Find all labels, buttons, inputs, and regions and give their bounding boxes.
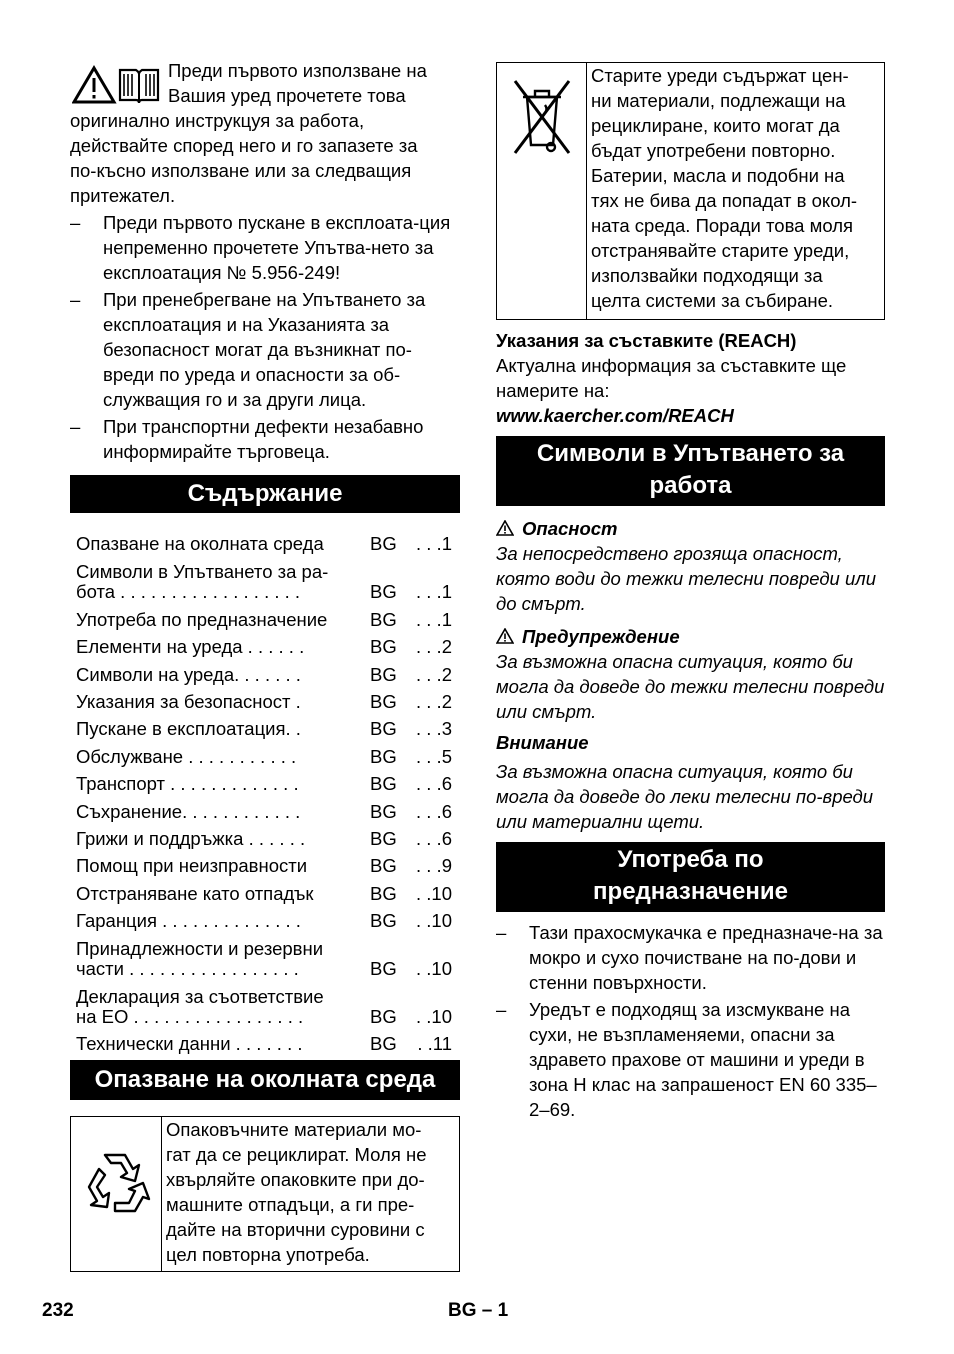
intro-bullet: – Преди първото пускане в експлоата-ция непременно прочетете Упътва-нето за експлоатация № 5.956-249! bbox=[70, 210, 460, 285]
symbols-heading-line: Символи в Упътването за bbox=[536, 440, 845, 467]
toc-row[interactable] bbox=[70, 554, 460, 602]
toc-table bbox=[70, 527, 460, 1054]
toc-entry-page: . .10 bbox=[416, 882, 452, 904]
toc-row[interactable] bbox=[70, 794, 460, 821]
toc-entry-title bbox=[70, 685, 364, 712]
weee-line: Старите уреди съдържат цен- bbox=[591, 65, 849, 86]
intended-use-heading-line: Употреба по bbox=[617, 846, 764, 873]
toc-row[interactable] bbox=[70, 849, 460, 876]
toc-entry-title bbox=[70, 1027, 364, 1054]
weee-line: рециклиране, които могат да bbox=[591, 115, 840, 136]
intended-use-heading bbox=[496, 842, 885, 912]
toc-entry-title-line: Транспорт . . . . . . . . . . . . . bbox=[76, 773, 299, 795]
toc-entry-page: . . .2 bbox=[416, 690, 452, 712]
toc-entry-lang: BG bbox=[370, 827, 397, 849]
warning-label-text: Предупреждение bbox=[522, 626, 680, 647]
packaging-line: машните отпадъци, а ги пре- bbox=[166, 1194, 415, 1216]
weee-line: ни материали, подлежащи на bbox=[591, 90, 846, 111]
toc-entry-lang: BG bbox=[370, 533, 397, 555]
toc-entry-title-line: Указания за безопасност . bbox=[76, 690, 301, 712]
environment-heading: Опазване на околната среда bbox=[70, 1060, 460, 1100]
intro-icons bbox=[72, 64, 162, 104]
toc-entry-title bbox=[70, 527, 364, 554]
intro-line: Вашия уред прочетете това bbox=[168, 85, 406, 106]
weee-line: отстранявайте старите уреди, bbox=[591, 240, 850, 261]
weee-box bbox=[496, 62, 885, 320]
weee-line: бъдат употребени повторно. bbox=[591, 140, 836, 161]
toc-entry-lang: BG bbox=[370, 636, 397, 658]
toc-row[interactable] bbox=[70, 527, 460, 554]
weee-line: целта системи за събиране. bbox=[591, 290, 834, 311]
intro-line: притежател. bbox=[70, 185, 176, 206]
toc-row[interactable] bbox=[70, 685, 460, 712]
packaging-text bbox=[162, 1117, 433, 1271]
intro-block bbox=[70, 58, 460, 208]
toc-entry-title-line: Пускане в експлоатация. . bbox=[76, 718, 301, 740]
toc-heading: Съдържание bbox=[70, 475, 460, 513]
toc-row[interactable] bbox=[70, 931, 460, 979]
toc-entry-lang: BG bbox=[370, 958, 397, 980]
intro-bullet: – При пренебрегване на Упътването за експлоатация и на Указанията за безопасност могат да възникнат по-вреди по уреда и опасности за об-служващия го и за други лица. bbox=[70, 287, 460, 412]
toc-entry-lang: BG bbox=[370, 718, 397, 740]
toc-row[interactable] bbox=[70, 602, 460, 629]
caution-label: Внимание bbox=[496, 732, 589, 753]
intro-first-line: Преди първото използване на bbox=[168, 60, 427, 81]
toc-row[interactable] bbox=[70, 657, 460, 684]
packaging-icon-cell bbox=[71, 1117, 162, 1271]
toc-entry-page: . . .6 bbox=[416, 773, 452, 795]
toc-entry-title bbox=[70, 554, 364, 602]
warning-label bbox=[496, 624, 885, 649]
toc-entry-page: . .10 bbox=[416, 910, 452, 932]
packaging-line: хвърляйте опаковките при до- bbox=[166, 1169, 425, 1191]
intro-line: по-късно използване или за следващия bbox=[70, 160, 412, 181]
toc-entry-title bbox=[70, 794, 364, 821]
toc-entry-title-line: Отстраняване като отпадък bbox=[76, 882, 314, 904]
intro-line: действайте според него и го запазете за bbox=[70, 135, 418, 156]
toc-entry-title-line: бота . . . . . . . . . . . . . . . . . . bbox=[76, 581, 301, 603]
danger-label bbox=[496, 516, 885, 541]
toc-entry-title-line: Символи на уреда. . . . . . . bbox=[76, 663, 301, 685]
weee-line: използвайки подходящи за bbox=[591, 265, 823, 286]
toc-entry-lang: BG bbox=[370, 581, 397, 603]
weee-line: Батерии, масла и подобни на bbox=[591, 165, 845, 186]
toc-entry-title bbox=[70, 849, 364, 876]
toc-entry-lang: BG bbox=[370, 910, 397, 932]
manual-book-icon bbox=[118, 64, 160, 104]
recycling-icon bbox=[77, 1145, 155, 1223]
toc-entry-page: . . .2 bbox=[416, 663, 452, 685]
intro-line: оригинално инструкцуя за работа, bbox=[70, 110, 365, 131]
weee-line: ната среда. Поради това моля bbox=[591, 215, 854, 236]
toc-entry-lang: BG bbox=[370, 773, 397, 795]
packaging-line: гат да се рециклират. Моля не bbox=[166, 1144, 427, 1166]
toc-entry-page: . . .1 bbox=[416, 608, 452, 630]
weee-icon-cell bbox=[497, 63, 587, 319]
toc-entry-lang: BG bbox=[370, 663, 397, 685]
toc-entry-title-line: Елементи на уреда . . . . . . bbox=[76, 636, 305, 658]
caution-text: За възможна опасна ситуация, която би могла да доведе до леки телесни по-вреди или материални щети. bbox=[496, 761, 874, 832]
toc-row[interactable] bbox=[70, 630, 460, 657]
page-number: 232 bbox=[42, 1300, 74, 1321]
toc-entry-title-line: Гаранция . . . . . . . . . . . . . . bbox=[76, 910, 301, 932]
toc-entry-page: . . .3 bbox=[416, 718, 452, 740]
toc-entry-title-line: Помощ при неизправности bbox=[76, 855, 308, 877]
warning-icon bbox=[496, 520, 514, 536]
warning-icon bbox=[496, 628, 514, 644]
toc-entry-title bbox=[70, 931, 364, 979]
toc-row[interactable] bbox=[70, 822, 460, 849]
reach-label: Указания за съставките (REACH) bbox=[496, 330, 797, 351]
toc-entry-title-line: Употреба по предназначение bbox=[76, 608, 328, 630]
packaging-line: дайте на вторични суровини с bbox=[166, 1219, 425, 1241]
toc-entry-page: . . .9 bbox=[416, 855, 452, 877]
toc-entry-title-line: Декларация за съответствие bbox=[76, 986, 324, 1008]
warning-text: За възможна опасна ситуация, която би могла да доведе до тежки телесни повреди или смърт. bbox=[496, 651, 885, 722]
toc-row[interactable] bbox=[70, 712, 460, 739]
toc-entry-title-line: Опазване на околната среда bbox=[76, 533, 324, 555]
toc-entry-title-line: Обслужване . . . . . . . . . . . bbox=[76, 745, 297, 767]
toc-row[interactable] bbox=[70, 876, 460, 903]
toc-entry-page: . .10 bbox=[416, 958, 452, 980]
toc-row[interactable] bbox=[70, 979, 460, 1027]
toc-row[interactable] bbox=[70, 767, 460, 794]
toc-entry-lang: BG bbox=[370, 800, 397, 822]
toc-entry-title bbox=[70, 822, 364, 849]
reach-url[interactable]: www.kaercher.com/REACH bbox=[496, 405, 734, 426]
weee-line: тях не бива да попадат в окол- bbox=[591, 190, 858, 211]
intended-use-bullet: – Тази прахосмукачка е предназначе-на за мокро и сухо почистване на по-дови и стенни повърхности. bbox=[496, 920, 885, 995]
toc-entry-title bbox=[70, 712, 364, 739]
toc-entry-lang: BG bbox=[370, 1006, 397, 1028]
toc-entry-page: . . .6 bbox=[416, 800, 452, 822]
toc-entry-page: . .10 bbox=[416, 1006, 452, 1028]
toc-entry-page: . . .2 bbox=[416, 636, 452, 658]
crossed-out-bin-icon bbox=[511, 75, 573, 157]
toc-entry-title bbox=[70, 767, 364, 794]
intended-use-bullet: – Уредът е подходящ за изсмукване на сухи, не възпламеняеми, опасни за здравето прахове от машини и уреди в зона Н клас на запрашеност EN 60 335–2–69. bbox=[496, 997, 885, 1122]
toc-row[interactable] bbox=[70, 739, 460, 766]
language-page-label: BG – 1 bbox=[448, 1300, 509, 1321]
toc-row[interactable] bbox=[70, 1027, 460, 1054]
packaging-box bbox=[70, 1116, 460, 1272]
toc-entry-title-line: Символи в Упътването за ра- bbox=[76, 561, 329, 583]
toc-entry-title-line: на ЕО . . . . . . . . . . . . . . . . . bbox=[76, 1006, 304, 1028]
toc-entry-page: . . .1 bbox=[416, 533, 452, 555]
left-column bbox=[70, 58, 460, 1272]
packaging-line: цел повторна употреба. bbox=[166, 1244, 370, 1266]
toc-entry-title-line: Грижи и поддръжка . . . . . . bbox=[76, 827, 306, 849]
intro-bullet: – При транспортни дефекти незабавно информирайте търговеца. bbox=[70, 414, 460, 464]
toc-entry-title bbox=[70, 602, 364, 629]
toc-entry-title-line: Съхранение. . . . . . . . . . . . bbox=[76, 800, 301, 822]
danger-label-text: Опасност bbox=[522, 518, 618, 539]
toc-entry-lang: BG bbox=[370, 882, 397, 904]
symbols-heading bbox=[496, 436, 885, 506]
danger-text: За непосредствено грозяща опасност, която води до тежки телесни повреди или до смърт. bbox=[496, 543, 876, 614]
toc-entry-page: . . .6 bbox=[416, 827, 452, 849]
toc-entry-title bbox=[70, 739, 364, 766]
packaging-line: Опаковъчните материали мо- bbox=[166, 1119, 422, 1141]
intended-use-bullets bbox=[496, 920, 885, 1122]
reach-text: Актуална информация за съставките ще намерите на: bbox=[496, 355, 847, 401]
toc-entry-title bbox=[70, 979, 364, 1027]
toc-entry-lang: BG bbox=[370, 855, 397, 877]
toc-entry-title-line: части . . . . . . . . . . . . . . . . . bbox=[76, 958, 299, 980]
toc-entry-lang: BG bbox=[370, 745, 397, 767]
toc-entry-lang: BG bbox=[370, 608, 397, 630]
toc-entry-title bbox=[70, 876, 364, 903]
right-column bbox=[496, 62, 885, 1122]
toc-row[interactable] bbox=[70, 904, 460, 931]
intended-use-heading-line: предназначение bbox=[593, 878, 788, 905]
toc-entry-title-line: Принадлежности и резервни bbox=[76, 938, 324, 960]
weee-text bbox=[587, 63, 863, 319]
toc-entry-page: . . .1 bbox=[416, 581, 452, 603]
toc-entry-page: . . .5 bbox=[416, 745, 452, 767]
toc-entry-page: . .11 bbox=[417, 1033, 452, 1055]
toc-entry-title bbox=[70, 657, 364, 684]
toc-entry-title bbox=[70, 904, 364, 931]
intro-bullets bbox=[70, 210, 460, 464]
toc-entry-lang: BG bbox=[370, 690, 397, 712]
toc-entry-title bbox=[70, 630, 364, 657]
toc-entry-title-line: Технически данни . . . . . . . bbox=[76, 1033, 303, 1055]
toc-entry-lang: BG bbox=[370, 1033, 397, 1055]
symbols-heading-line: работа bbox=[649, 472, 732, 499]
